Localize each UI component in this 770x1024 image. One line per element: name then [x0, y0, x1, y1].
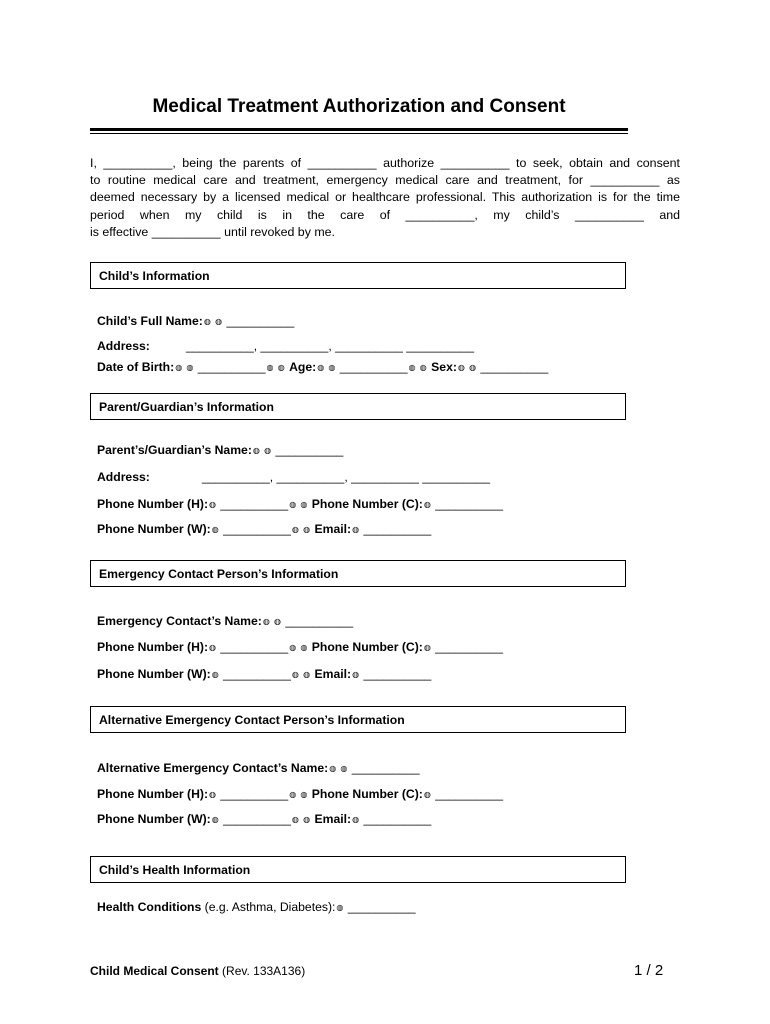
field-marker-icon: ◍ [352, 525, 361, 534]
child-full-name-field[interactable]: __________ [226, 314, 295, 328]
alt-emergency-phone-work-field[interactable]: __________ [223, 812, 291, 826]
field-marker-icon: ◍ [352, 815, 361, 824]
emergency-email-field[interactable]: __________ [363, 667, 432, 681]
field-label: Date of Birth: [97, 360, 175, 374]
child-full-name-row [97, 314, 294, 329]
child-dob-row [97, 360, 548, 375]
field-label: Child’s Full Name: [97, 314, 203, 328]
section-header-child-info [90, 262, 626, 289]
field-marker-icon: ◍ ◍ [262, 617, 282, 626]
field-marker-icon: ◍ ◍ [317, 363, 337, 372]
alt-emergency-phone-cell-field[interactable]: __________ [435, 787, 503, 801]
field-marker-icon: ◍ ◍ [457, 363, 478, 372]
alt-emergency-phone-row-1 [97, 787, 503, 802]
parent-email-field[interactable]: __________ [363, 522, 432, 536]
emergency-phone-row-2 [97, 667, 431, 682]
field-label: Phone Number (H): [97, 497, 209, 511]
alt-emergency-name-field[interactable]: __________ [351, 761, 420, 775]
field-marker-icon: ◍ ◍ [175, 363, 195, 372]
field-marker-icon: ◍ [211, 815, 220, 824]
emergency-name-row [97, 614, 353, 629]
field-label: Address: [97, 470, 150, 484]
section-header-parent-info [90, 393, 626, 420]
field-label: Email: [314, 812, 352, 826]
section-title: Parent/Guardian’s Information [99, 400, 274, 414]
field-label: Phone Number (C): [311, 787, 423, 801]
field-marker-icon: ◍ [423, 500, 432, 509]
paragraph-line: is effective __________ until revoked by me. [90, 224, 335, 239]
section-title: Child’s Health Information [99, 863, 251, 877]
emergency-phone-work-field[interactable]: __________ [223, 667, 291, 681]
child-address-row [97, 339, 150, 354]
title-rule-thin [90, 133, 628, 134]
field-label: Phone Number (C): [311, 640, 423, 654]
parent-name-row [97, 443, 343, 458]
field-marker-icon: ◍ ◍ [289, 500, 309, 509]
field-label: Email: [314, 522, 352, 536]
emergency-phone-home-field[interactable]: __________ [220, 640, 289, 654]
child-sex-field[interactable]: __________ [480, 360, 549, 374]
field-marker-icon: ◍ [423, 790, 432, 799]
page-number: 1 / 2 [634, 962, 664, 979]
field-marker-icon: ◍ ◍ [203, 317, 224, 326]
section-header-emergency-contact [90, 560, 626, 587]
field-marker-icon: ◍ [209, 790, 218, 799]
emergency-phone-cell-field[interactable]: __________ [435, 640, 503, 654]
emergency-name-field[interactable]: __________ [285, 614, 354, 628]
section-header-alt-emergency-contact [90, 706, 626, 733]
field-hint: (e.g. Asthma, Diabetes): [204, 900, 336, 914]
field-label: Phone Number (H): [97, 640, 209, 654]
field-label: Alternative Emergency Contact’s Name: [97, 761, 329, 775]
field-marker-icon: ◍ [211, 670, 220, 679]
field-label: Phone Number (W): [97, 522, 211, 536]
parent-address-field[interactable]: __________, __________, __________ __________ [202, 470, 491, 484]
alt-emergency-phone-row-2 [97, 812, 431, 827]
child-dob-field[interactable]: __________ [197, 360, 266, 374]
field-marker-icon: ◍ ◍ [291, 670, 312, 679]
alt-emergency-name-row [97, 761, 420, 776]
footer [90, 964, 305, 978]
emergency-phone-row-1 [97, 640, 503, 655]
field-marker-icon: ◍ ◍ [266, 363, 286, 372]
field-marker-icon: ◍ ◍ [329, 764, 349, 773]
parent-address-row [97, 470, 150, 485]
page-title: Medical Treatment Authorization and Consent [152, 96, 566, 117]
parent-phone-row-1 [97, 497, 503, 512]
authorization-paragraph [90, 155, 680, 241]
health-conditions-row [97, 900, 416, 915]
child-age-field[interactable]: __________ [339, 360, 408, 374]
parent-phone-row-2 [97, 522, 431, 537]
field-label: Phone Number (W): [97, 667, 211, 681]
field-marker-icon: ◍ [209, 500, 218, 509]
paragraph-line: to routine medical care and treatment, emergency medical care and treatment, for __________ as [90, 173, 680, 188]
field-marker-icon: ◍ [209, 643, 218, 652]
paragraph-line: I, __________, being the parents of __________ authorize __________ to seek, obtain and consent [90, 156, 680, 170]
section-title: Emergency Contact Person’s Information [99, 567, 339, 581]
field-label: Email: [314, 667, 352, 681]
field-label: Age: [289, 360, 317, 374]
parent-name-field[interactable]: __________ [275, 443, 344, 457]
field-marker-icon: ◍ ◍ [408, 363, 428, 372]
field-marker-icon: ◍ ◍ [291, 525, 312, 534]
field-marker-icon: ◍ [423, 643, 432, 652]
field-label: Health Conditions [97, 900, 202, 914]
field-label: Sex: [431, 360, 457, 374]
paragraph-line: period when my child is in the care of __________, my child’s __________ and [90, 207, 680, 222]
alt-emergency-email-field[interactable]: __________ [363, 812, 432, 826]
parent-phone-work-field[interactable]: __________ [223, 522, 291, 536]
field-label: Address: [97, 339, 150, 353]
field-label: Parent’s/Guardian’s Name: [97, 443, 252, 457]
section-header-health-info [90, 856, 626, 883]
paragraph-line: deemed necessary by a licensed medical or healthcare professional. This authorization is for the time [90, 190, 680, 205]
field-marker-icon: ◍ ◍ [289, 790, 309, 799]
health-conditions-field[interactable]: __________ [347, 900, 416, 914]
field-label: Phone Number (H): [97, 787, 209, 801]
field-marker-icon: ◍ ◍ [252, 446, 273, 455]
field-marker-icon: ◍ ◍ [289, 643, 309, 652]
field-marker-icon: ◍ [336, 903, 345, 912]
field-label: Phone Number (W): [97, 812, 211, 826]
child-address-field[interactable]: __________, __________, __________ __________ [186, 339, 475, 353]
parent-phone-home-field[interactable]: __________ [220, 497, 289, 511]
parent-phone-cell-field[interactable]: __________ [435, 497, 503, 511]
section-title: Alternative Emergency Contact Person’s Information [99, 713, 405, 727]
field-marker-icon: ◍ ◍ [291, 815, 312, 824]
title-rule-thick [90, 128, 628, 131]
section-title: Child’s Information [99, 269, 210, 283]
field-marker-icon: ◍ [211, 525, 220, 534]
field-label: Phone Number (C): [311, 497, 423, 511]
footer-revision: (Rev. 133A136) [222, 964, 306, 978]
alt-emergency-phone-home-field[interactable]: __________ [220, 787, 289, 801]
footer-form-name: Child Medical Consent [90, 964, 219, 978]
field-label: Emergency Contact’s Name: [97, 614, 262, 628]
field-marker-icon: ◍ [352, 670, 361, 679]
